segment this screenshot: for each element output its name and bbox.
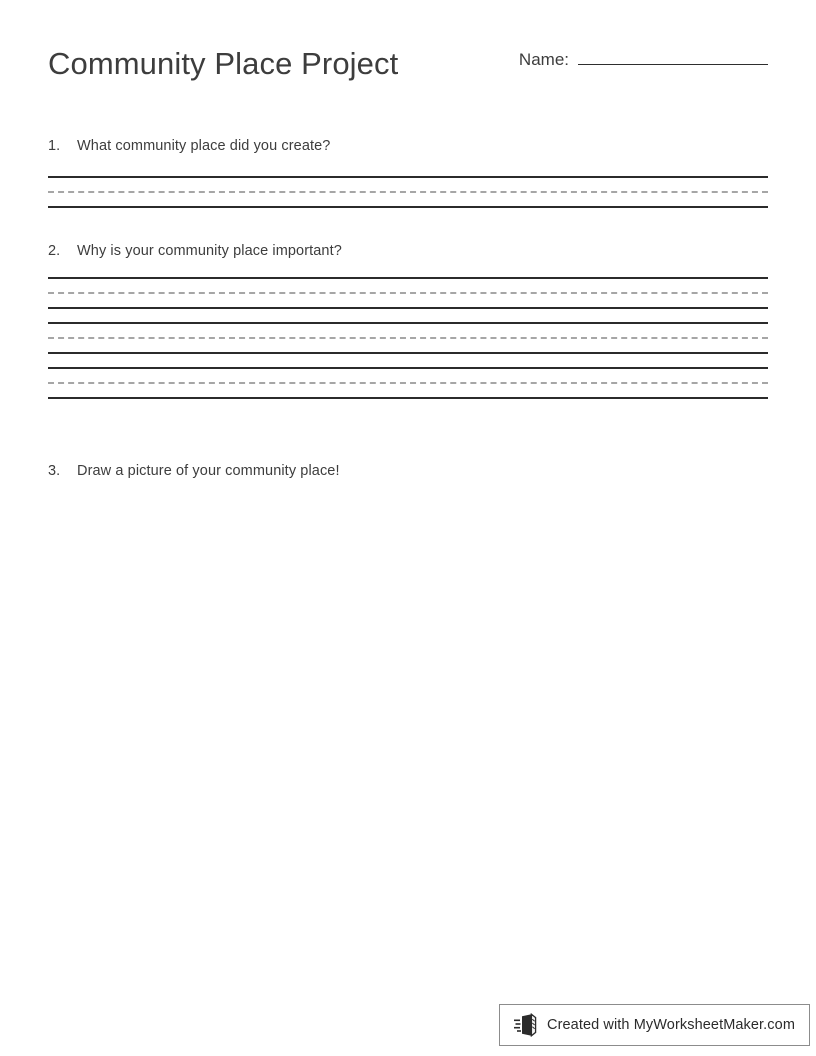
question-item-3 <box>48 461 768 481</box>
question-number-3: 3. <box>48 463 61 479</box>
rule-baseline <box>48 397 768 399</box>
question-text-3: Draw a picture of your community place! <box>77 463 340 479</box>
question-number-2: 2. <box>48 243 61 259</box>
handwriting-line-group[interactable] <box>48 367 768 398</box>
question-text-2: Why is your community place important? <box>77 243 342 259</box>
handwriting-line-group[interactable] <box>48 277 768 308</box>
name-field-block <box>508 50 768 70</box>
rule-baseline <box>48 206 768 208</box>
question-item-2 <box>48 241 768 261</box>
rule-dashed-midline <box>48 337 768 339</box>
answer-lines-2 <box>48 277 768 398</box>
worksheet-maker-logo-icon <box>514 1013 540 1037</box>
rule-top-line <box>48 277 768 279</box>
rule-dashed-midline <box>48 382 768 384</box>
rule-top-line <box>48 176 768 178</box>
badge-label: Created with MyWorksheetMaker.com <box>547 1017 796 1033</box>
question-number-1: 1. <box>48 138 61 154</box>
rule-top-line <box>48 322 768 324</box>
name-label: Name: <box>518 50 569 69</box>
question-text-1: What community place did you create? <box>77 138 331 154</box>
rule-baseline <box>48 352 768 354</box>
rule-dashed-midline <box>48 292 768 294</box>
rule-baseline <box>48 307 768 309</box>
handwriting-line-group[interactable] <box>48 322 768 353</box>
question-item-1 <box>48 136 768 156</box>
worksheet-header <box>48 44 768 94</box>
name-input-rule[interactable] <box>578 50 768 65</box>
rule-top-line <box>48 367 768 369</box>
page-title: Community Place Project <box>48 46 399 81</box>
rule-dashed-midline <box>48 191 768 193</box>
drawing-area[interactable] <box>48 492 768 972</box>
answer-lines-1 <box>48 176 768 207</box>
handwriting-line-group[interactable] <box>48 176 768 207</box>
created-with-badge[interactable] <box>499 1004 810 1046</box>
